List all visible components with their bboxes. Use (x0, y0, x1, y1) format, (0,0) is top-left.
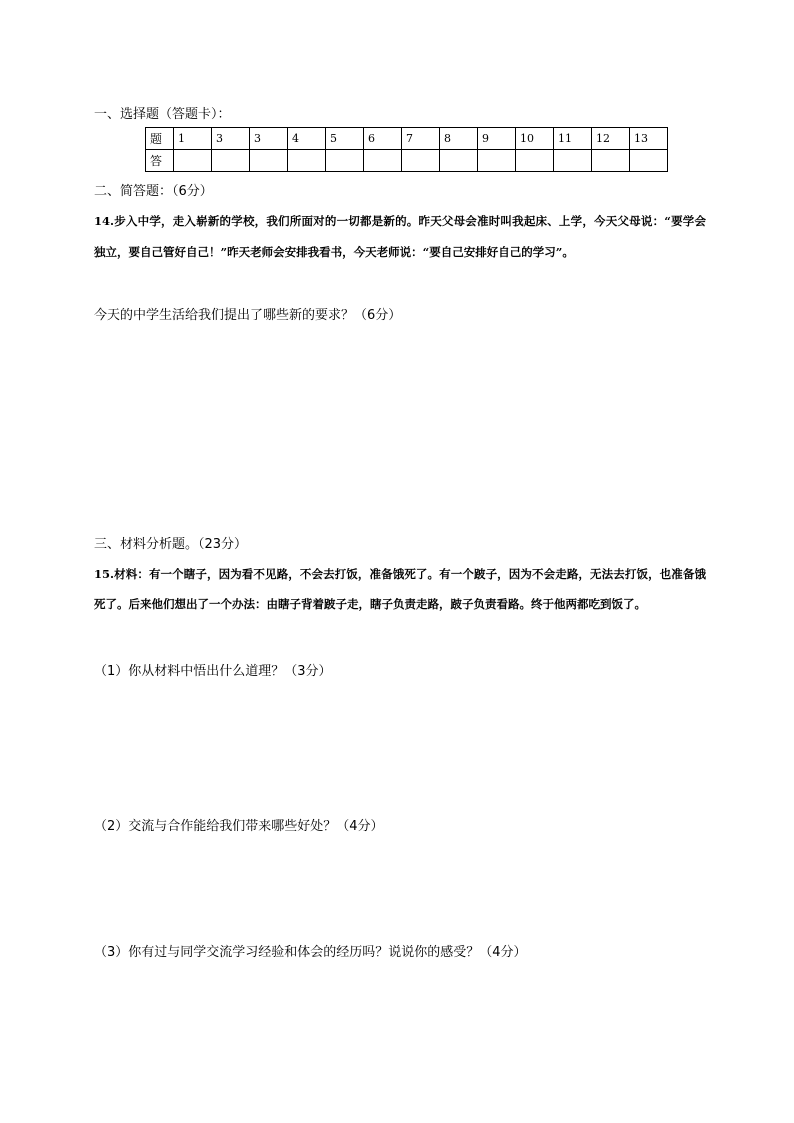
question-number-cell: 3 (250, 128, 288, 150)
answer-cell[interactable] (288, 150, 326, 172)
question-number-row (146, 128, 668, 150)
question-number-cell: 6 (364, 128, 402, 150)
question-15-number: 15. (94, 567, 115, 581)
section1-heading: 一、选择题（答题卡）： (94, 107, 231, 122)
question-number-cell: 1 (174, 128, 212, 150)
answer-card-table (145, 127, 668, 172)
question-number-cell: 10 (516, 128, 554, 150)
sub-question-3: （3）你有过与同学交流学习经验和体会的经历吗？说说你的感受？（4分） (94, 945, 527, 960)
question-number-cell: 8 (440, 128, 478, 150)
question-row-header: 题 (146, 128, 174, 150)
question-number-cell: 13 (630, 128, 668, 150)
answer-cell[interactable] (212, 150, 250, 172)
material-label: 材料： (114, 567, 149, 581)
answer-cell[interactable] (402, 150, 440, 172)
question-15-material (94, 559, 706, 619)
question-number-cell: 7 (402, 128, 440, 150)
section3-heading: 三、材料分析题。（23分） (94, 537, 248, 552)
question-number-cell: 3 (212, 128, 250, 150)
question-number-cell: 9 (478, 128, 516, 150)
question-number-cell: 11 (554, 128, 592, 150)
answer-row (146, 150, 668, 172)
question-14-text: 14.步入中学，走入崭新的学校，我们所面对的一切都是新的。昨天父母会准时叫我起床、上学，今天父母说：“要学会独立，要自己管好自己！”昨天老师会安排我看书，今天老师说：“要自己安排好自己的学习”。 (94, 214, 706, 259)
answer-cell[interactable] (478, 150, 516, 172)
answer-cell[interactable] (326, 150, 364, 172)
answer-cell[interactable] (364, 150, 402, 172)
answer-cell[interactable] (592, 150, 630, 172)
sub-question-2: （2）交流与合作能给我们带来哪些好处？（4分） (94, 819, 384, 834)
material-text: 有一个瞎子，因为看不见路，不会去打饭，准备饿死了。有一个跛子，因为不会走路，无法去打饭，也准备饿死了。后来他们想出了一个办法：由瞎子背着跛子走，瞎子负责走路，跛子负责看路。终于他两都吃到饭了。 (94, 567, 707, 611)
answer-cell[interactable] (554, 150, 592, 172)
question-14-prompt: 今天的中学生活给我们提出了哪些新的要求？（6分） (94, 308, 402, 323)
question-number-cell: 4 (288, 128, 326, 150)
sub-question-1: （1）你从材料中悟出什么道理？（3分） (94, 664, 332, 679)
answer-cell[interactable] (174, 150, 212, 172)
section2-heading: 二、简答题：（6分） (94, 184, 213, 199)
answer-cell[interactable] (440, 150, 478, 172)
answer-row-header: 答 (146, 150, 174, 172)
question-number-cell: 12 (592, 128, 630, 150)
question-number-cell: 5 (326, 128, 364, 150)
answer-cell[interactable] (630, 150, 668, 172)
answer-cell[interactable] (250, 150, 288, 172)
answer-cell[interactable] (516, 150, 554, 172)
